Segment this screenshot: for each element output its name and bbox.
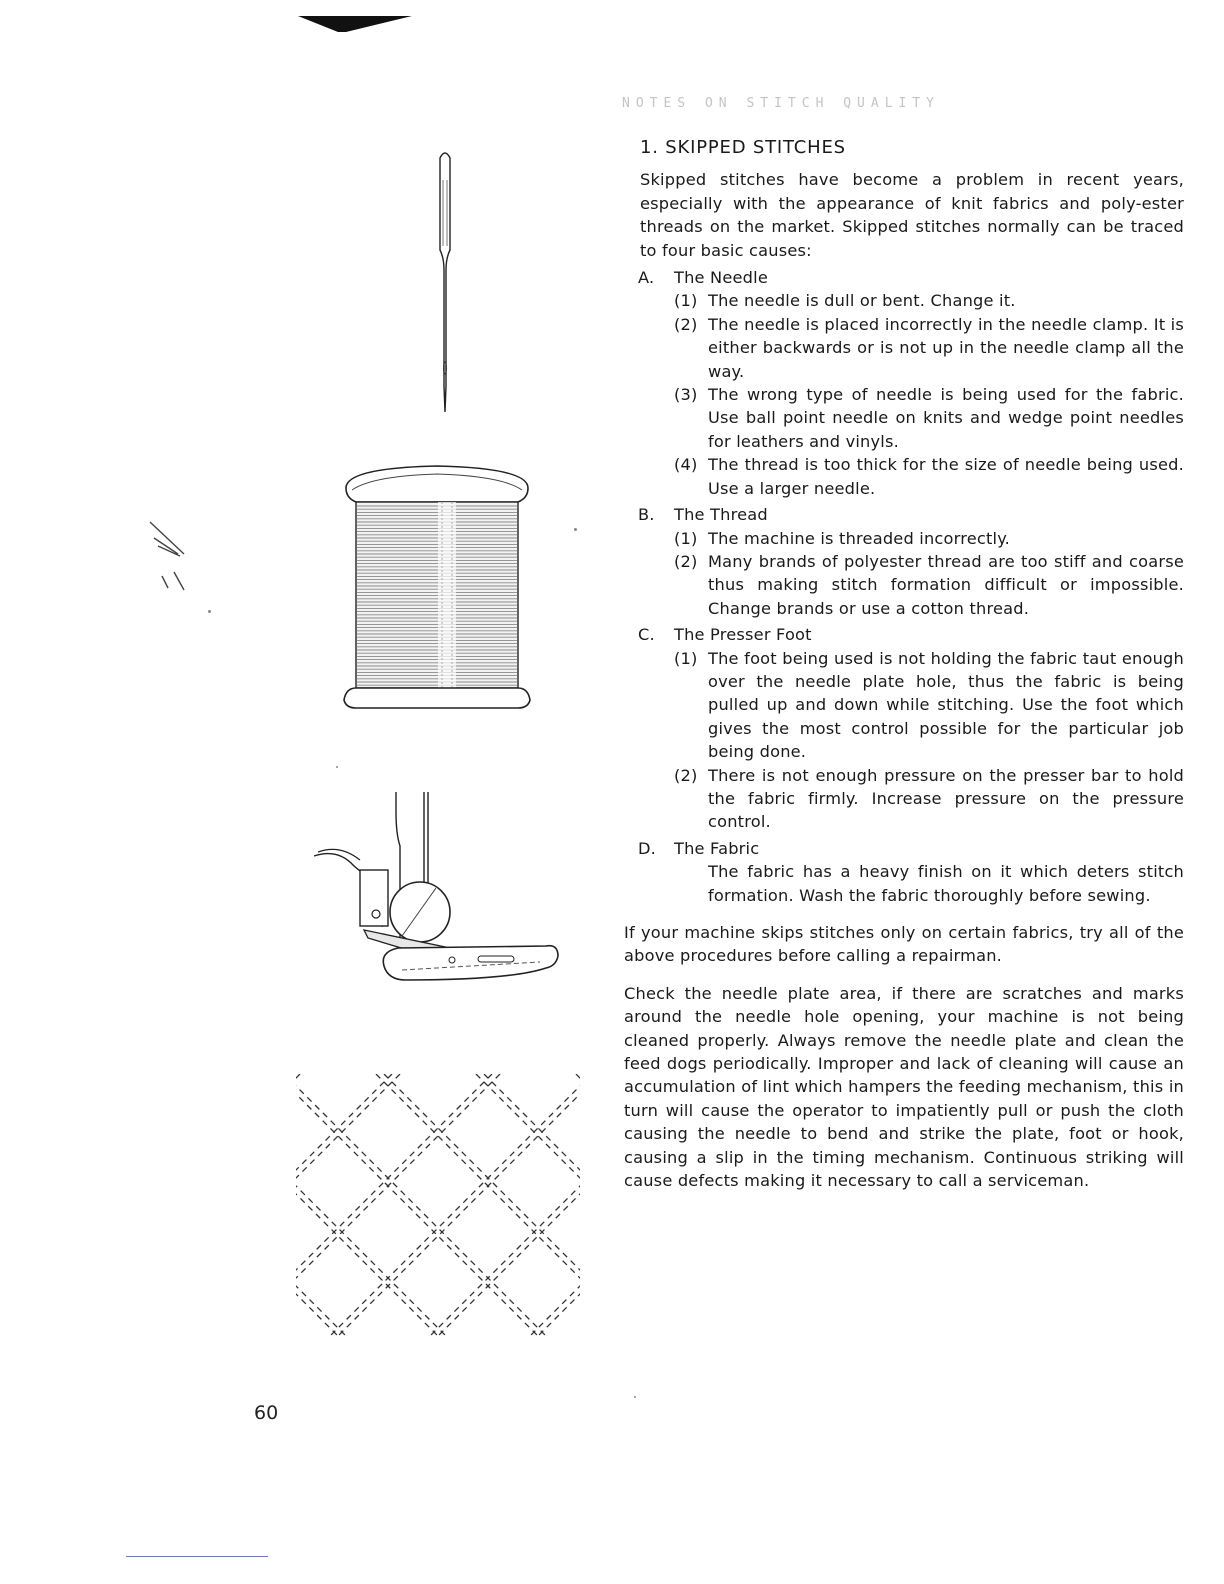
item-number: (2) (674, 314, 698, 334)
presser-foot-illustration (310, 790, 570, 990)
cause-letter: B. (638, 505, 655, 525)
cause-title: The Needle (674, 268, 769, 288)
text-column (624, 136, 1184, 1192)
item-text: The wrong type of needle is being used for the fabric. Use ball point needle on knits and wedge point needles for leathers and vinyls. (708, 385, 1184, 451)
speck (634, 1396, 636, 1398)
thread-spool-illustration (342, 462, 532, 712)
item-text: The needle is dull or bent. Change it. (708, 291, 1016, 311)
list-item (674, 383, 1184, 453)
cause-c (624, 623, 1184, 834)
cause-letter: D. (638, 838, 657, 858)
cause-letter: A. (638, 268, 655, 288)
page-number: 60 (254, 1402, 279, 1424)
stitch-line (376, 1074, 640, 1338)
list-item (674, 647, 1184, 764)
cause-title: The Thread (674, 505, 768, 525)
item-text: The needle is placed incorrectly in the needle clamp. It is either backwards or is not up in the needle clamp all the way. (708, 314, 1184, 381)
stray-mark (144, 516, 204, 596)
stitch-line (236, 1074, 500, 1338)
speck (336, 766, 338, 768)
section-heading: 1. SKIPPED STITCHES (640, 137, 846, 158)
item-text: The foot being used is not holding the fabric taut enough over the needle plate hole, thus the fabric is being pulled up and down while stitching. Use the foot which gives the most control possible for the particular job being done. (708, 648, 1184, 762)
item-number: (1) (674, 528, 698, 548)
skipped-stitch-pattern-illustration (296, 1074, 580, 1338)
stitch-line (76, 1074, 340, 1338)
stitch-line (84, 1074, 348, 1338)
cause-title: The Fabric (674, 838, 760, 858)
item-text: There is not enough pressure on the presser bar to hold the fabric firmly. Increase pressure on the pressure control. (708, 765, 1184, 832)
speck (574, 528, 577, 531)
speck (208, 610, 211, 613)
top-arrow-mark (298, 14, 412, 34)
closing-paragraph-1: If your machine skips stitches only on certain fabrics, try all of the above procedures before calling a repairman. (624, 923, 1184, 966)
list-item (674, 313, 1184, 383)
faint-header: NOTES ON STITCH QUALITY (622, 96, 941, 111)
cause-body: The fabric has a heavy finish on it which deters stitch formation. Wash the fabric thoroughly before sewing. (708, 862, 1184, 905)
list-item (674, 453, 1184, 500)
cause-title: The Presser Foot (674, 625, 812, 645)
stitch-line (336, 1074, 600, 1338)
closing-paragraph-2: Check the needle plate area, if there are scratches and marks around the needle hole opening, your machine is not being cleaned properly. Always remove the needle plate and clean the feed dogs periodically. Improper and lack of cleaning will cause an accumulation of lint which hampers the feeding mechanism, this in turn will cause the operator to impatiently pull or push the cloth causing the needle to bend and strike the plate, foot or hook, causing a slip in the timing mechanism. Continuous striking will cause defects making it necessary to call a serviceman. (624, 983, 1184, 1191)
stitch-line (136, 1074, 400, 1338)
stitch-line (28, 1074, 292, 1338)
item-text: Many brands of polyester thread are too stiff and coarse thus making stitch formation difficult or impossible. Change brands or use a cotton thread. (708, 551, 1184, 618)
list-item (674, 764, 1184, 834)
list-item (674, 289, 1184, 312)
item-number: (1) (674, 291, 698, 311)
item-text: The thread is too thick for the size of needle being used. Use a larger needle. (708, 455, 1184, 498)
cause-b (624, 503, 1184, 620)
item-number: (3) (674, 385, 698, 405)
item-number: (2) (674, 551, 698, 571)
bottom-rule (126, 1556, 268, 1557)
stitch-line (128, 1074, 392, 1338)
list-item (674, 527, 1184, 550)
cause-a (624, 266, 1184, 500)
needle-illustration (430, 150, 460, 415)
item-text: The machine is threaded incorrectly. (708, 528, 1011, 548)
intro-paragraph: Skipped stitches have become a problem in recent years, especially with the appearance of knit fabrics and poly-ester threads on the market. Skipped stitches normally can be traced to four basic causes: (640, 170, 1184, 260)
stitch-line (36, 1074, 300, 1338)
list-item (674, 550, 1184, 620)
item-number: (1) (674, 648, 698, 668)
cause-letter: C. (638, 625, 655, 645)
cause-d (624, 837, 1184, 907)
stitch-line (276, 1074, 540, 1338)
stitch-line (176, 1074, 440, 1338)
item-number: (4) (674, 455, 698, 475)
item-number: (2) (674, 765, 698, 785)
